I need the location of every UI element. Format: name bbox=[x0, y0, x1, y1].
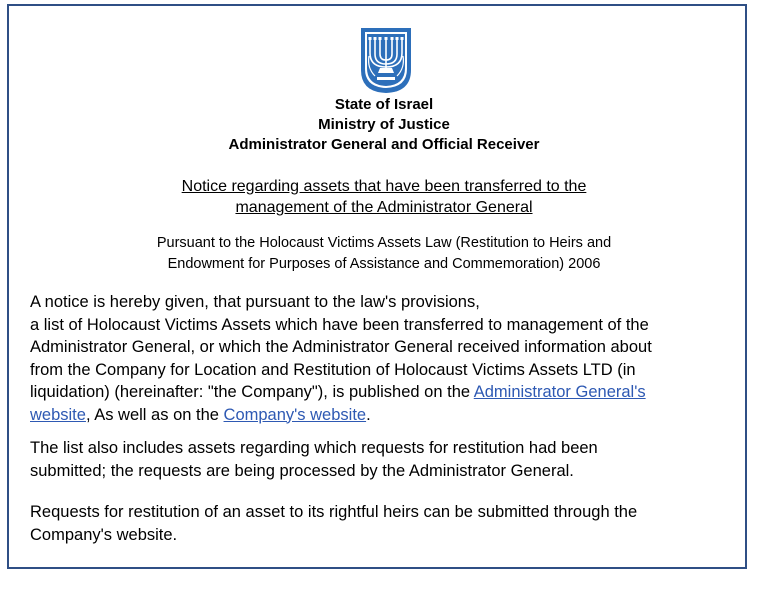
notice-title-line2: management of the Administrator General bbox=[235, 199, 533, 216]
paragraph-notice-line4: from the Company for Location and Restitution of Holocaust Victims Assets LTD (in bbox=[30, 360, 636, 379]
paragraph-notice-line6: , As well as on the bbox=[85, 405, 224, 424]
law-reference-line2: Endowment for Purposes of Assistance and Commemoration) 2006 bbox=[167, 256, 601, 272]
paragraph-restitution-line2: Company's website. bbox=[30, 525, 178, 544]
paragraph-requests-list-line1: The list also includes assets regarding which requests for restitution had been bbox=[30, 439, 598, 457]
law-reference bbox=[0, 233, 768, 275]
paragraph-notice-line1: A notice is hereby given, that pursuant to the law's provisions, bbox=[30, 293, 480, 311]
paragraph-notice-line2: a list of Holocaust Victims Assets which have been transferred to management of the bbox=[30, 315, 649, 334]
notice-title-line1: Notice regarding assets that have been transferred to the bbox=[181, 178, 587, 195]
notice-title bbox=[0, 176, 768, 218]
state-emblem-menorah-icon bbox=[359, 26, 413, 94]
header-department: Administrator General and Official Receiver bbox=[228, 136, 540, 153]
paragraph-notice-line3: Administrator General, or which the Administrator General received information about bbox=[30, 338, 652, 356]
paragraph-notice bbox=[30, 291, 740, 426]
paragraph-requests-list bbox=[30, 437, 740, 482]
administrator-general-website-link-part1[interactable]: Administrator General's bbox=[473, 383, 646, 401]
law-reference-line1: Pursuant to the Holocaust Victims Assets Law (Restitution to Heirs and bbox=[156, 235, 612, 251]
paragraph-restitution bbox=[30, 501, 740, 546]
paragraph-notice-period: . bbox=[366, 405, 371, 424]
paragraph-restitution-line1: Requests for restitution of an asset to its rightful heirs can be submitted through the bbox=[30, 503, 638, 521]
company-website-link[interactable]: Company's website bbox=[223, 405, 367, 424]
header-state: State of Israel bbox=[334, 96, 434, 113]
paragraph-requests-list-line2: submitted; the requests are being processed by the Administrator General. bbox=[30, 461, 574, 480]
paragraph-notice-line5: liquidation) (hereinafter: "the Company"), is published on the bbox=[30, 383, 474, 401]
administrator-general-website-link-part2[interactable]: website bbox=[30, 405, 86, 424]
header-ministry: Ministry of Justice bbox=[318, 116, 450, 133]
